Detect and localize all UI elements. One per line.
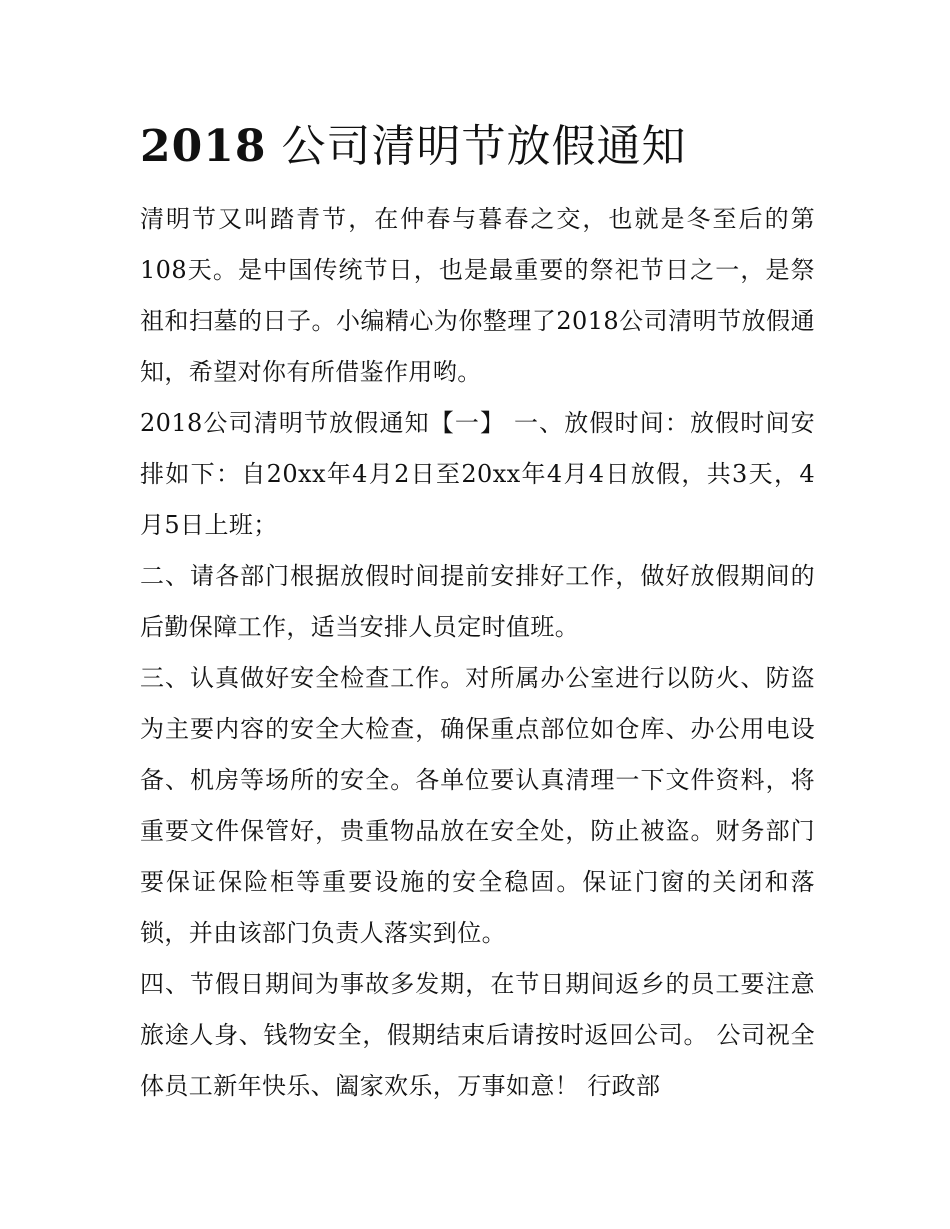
notice-section-one: 2018公司清明节放假通知【一】 一、放假时间：放假时间安排如下：自20xx年4月2日至20xx年4月4日放假，共3天，4月5日上班； — [140, 409, 815, 539]
notice-section-four: 四、节假日期间为事故多发期，在节日期间返乡的员工要注意旅途人身、钱物安全，假期结束后请按时返回公司。 公司祝全体员工新年快乐、阖家欢乐，万事如意！ 行政部 — [140, 970, 815, 1100]
notice-section-three: 三、认真做好安全检查工作。对所属办公室进行以防火、防盗为主要内容的安全大检查，确保重点部位如仓库、办公用电设备、机房等场所的安全。各单位要认真清理一下文件资料，将重要文件保管好，贵重物品放在安全处，防止被盗。财务部门要保证保险柜等重要设施的安全稳固。保证门窗的关闭和落锁，并由该部门负责人落实到位。 — [140, 664, 815, 947]
title-text: 公司清明节放假通知 — [266, 121, 687, 172]
notice-section-two: 二、请各部门根据放假时间提前安排好工作，做好放假期间的后勤保障工作，适当安排人员定时值班。 — [140, 562, 815, 641]
intro-paragraph: 清明节又叫踏青节，在仲春与暮春之交，也就是冬至后的第108天。是中国传统节日，也是最重要的祭祀节日之一，是祭祖和扫墓的日子。小编精心为你整理了2018公司清明节放假通知，希望对你有所借鉴作用哟。 — [140, 205, 815, 386]
document-body — [140, 112, 815, 1112]
title-year: 2018 — [140, 121, 267, 172]
document-title — [140, 112, 815, 182]
